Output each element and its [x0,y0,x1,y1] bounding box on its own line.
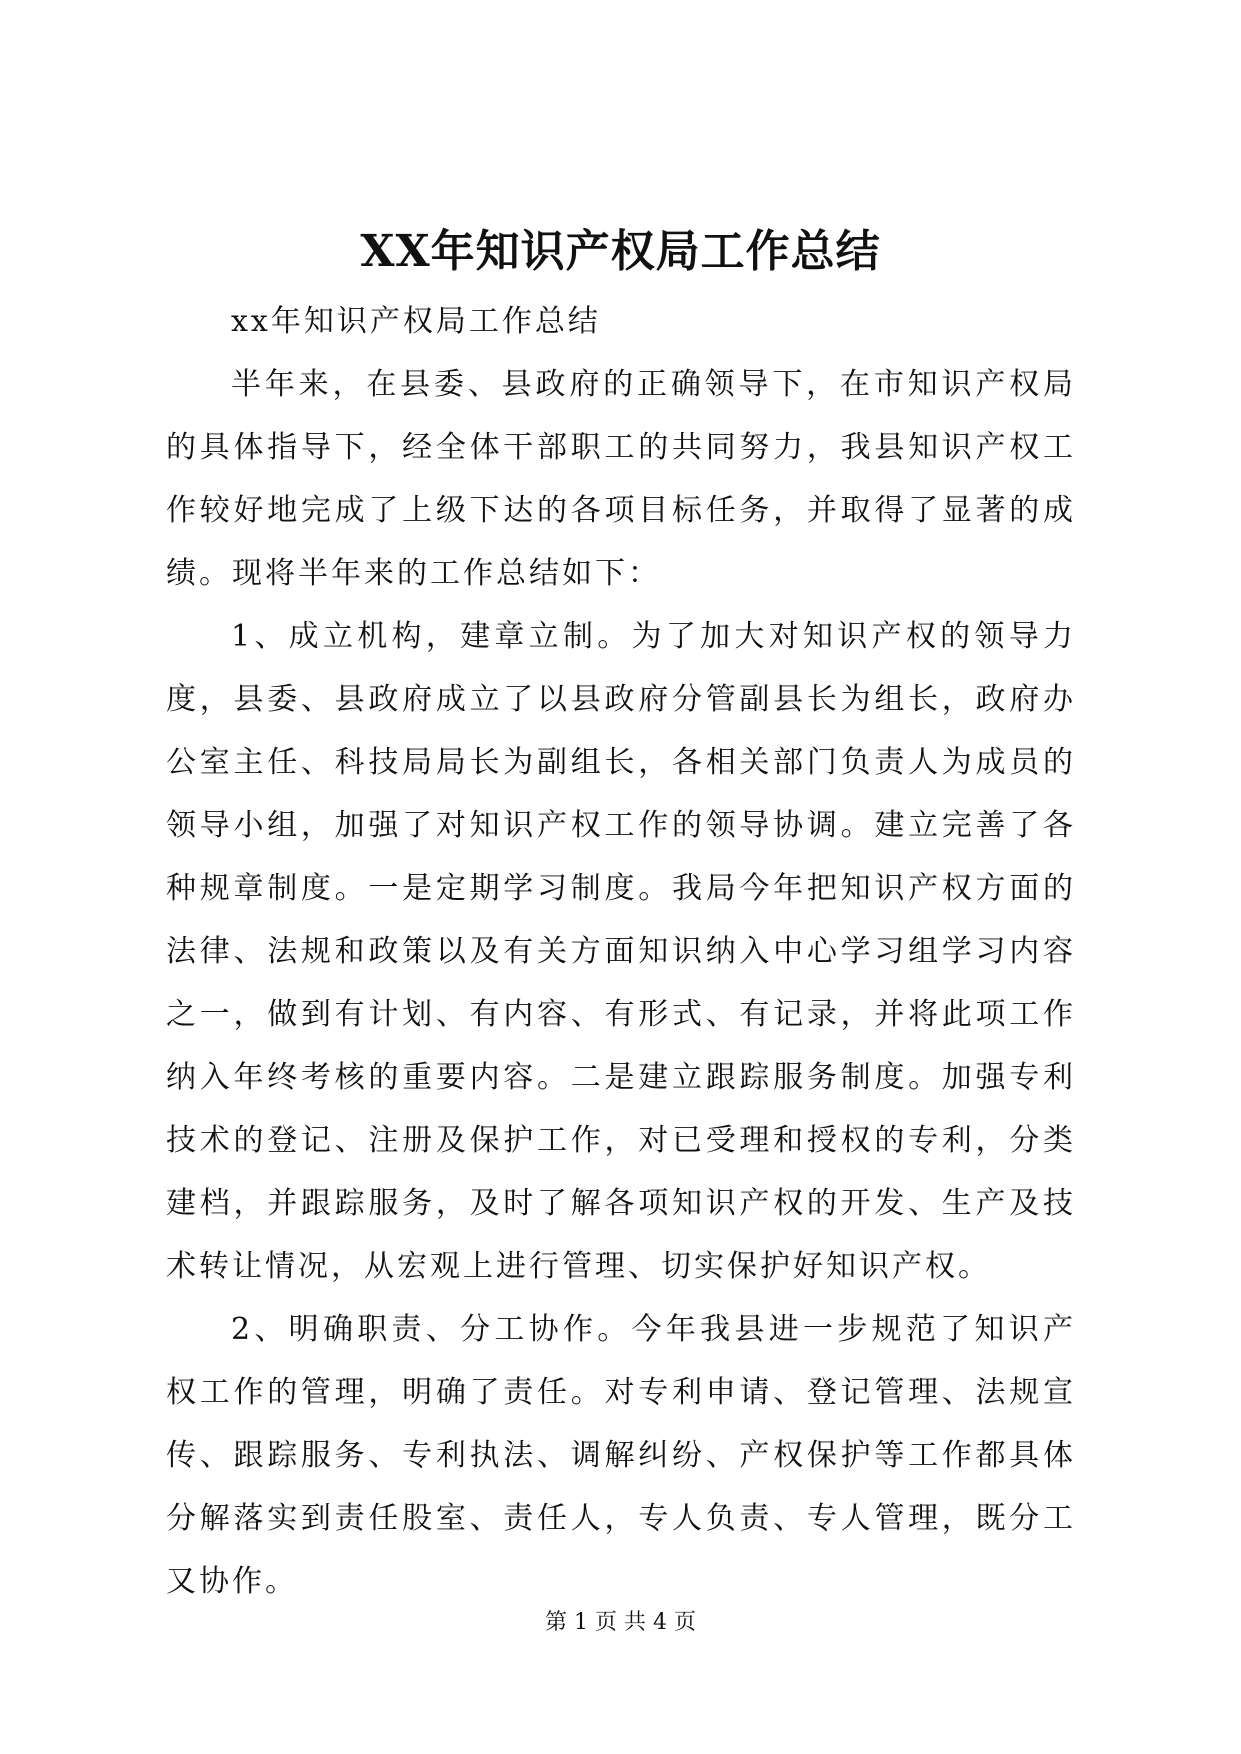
paragraph-intro: 半年来，在县委、县政府的正确领导下，在市知识产权局的具体指导下，经全体干部职工的共同努力，我县知识产权工作较好地完成了上级下达的各项目标任务，并取得了显著的成绩。现将半年来的工作总结如下： [166,367,1076,591]
paragraph-section-1: 1、成立机构，建章立制。为了加大对知识产权的领导力度，县委、县政府成立了以县政府分管副县长为组长，政府办公室主任、科技局局长为副组长，各相关部门负责人为成员的领导小组，加强了对知识产权工作的领导协调。建立完善了各种规章制度。一是定期学习制度。我局今年把知识产权方面的法律、法规和政策以及有关方面知识纳入中心学习组学习内容之一，做到有计划、有内容、有形式、有记录，并将此项工作纳入年终考核的重要内容。二是建立跟踪服务制度。加强专利技术的登记、注册及保护工作，对已受理和授权的专利，分类建档，并跟踪服务，及时了解各项知识产权的开发、生产及技术转让情况，从宏观上进行管理、切实保护好知识产权。 [166,619,1076,1284]
paragraph-section-2: 2、明确职责、分工协作。今年我县进一步规范了知识产权工作的管理，明确了责任。对专利申请、登记管理、法规宣传、跟踪服务、专利执法、调解纠纷、产权保护等工作都具体分解落实到责任股室、责任人，专人负责、专人管理，既分工又协作。 [166,1312,1076,1599]
document-title: XX年知识产权局工作总结 [360,226,881,277]
document-body [166,290,1076,1613]
paragraph-subtitle: xx年知识产权局工作总结 [231,304,601,339]
page-number-footer: 第 1 页 共 4 页 [545,1610,696,1635]
